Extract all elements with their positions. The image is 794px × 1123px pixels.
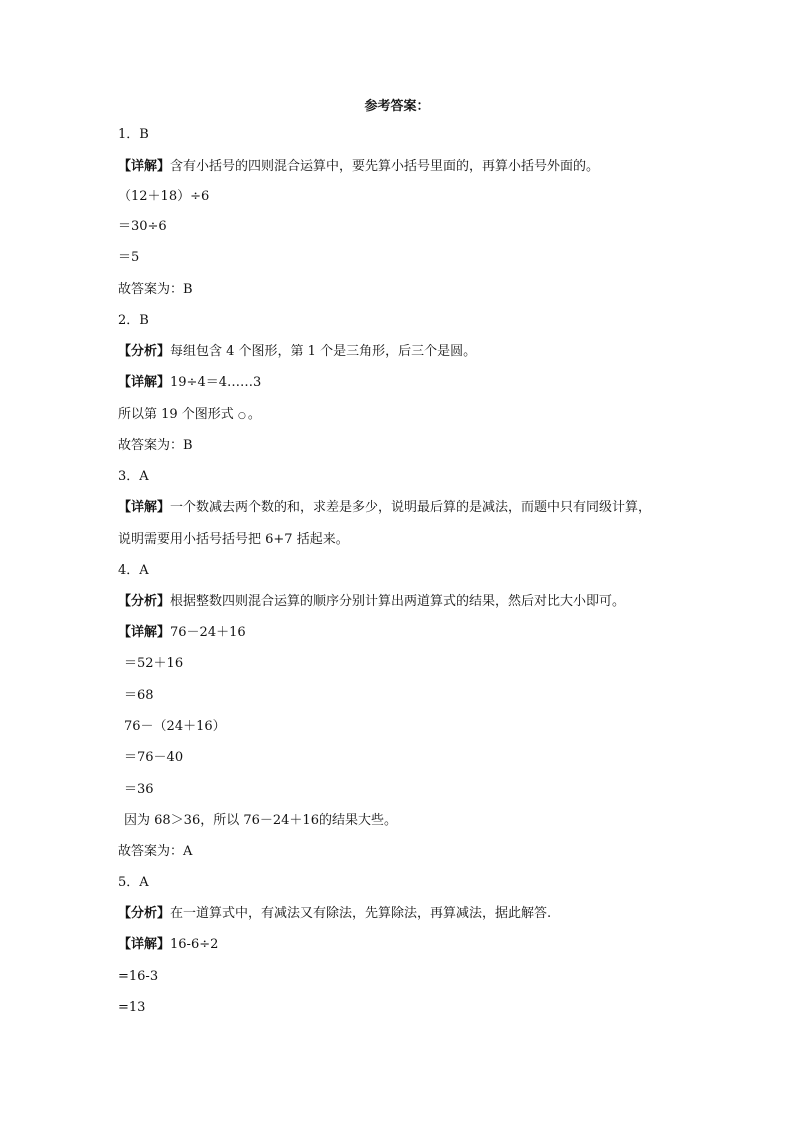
detail-label: 【详解】 (118, 625, 171, 640)
q4-analysis (118, 592, 625, 612)
q5-calc-1: =16-3 (118, 969, 159, 984)
q4-answer: 4．A (118, 563, 149, 578)
q1-calc-2: ＝30÷6 (118, 219, 167, 234)
circle-icon: ○ (237, 411, 246, 421)
q4-comparison: 因为 68＞36，所以 76－24＋16的结果大些。 (124, 813, 397, 828)
detail-label: 【详解】 (118, 937, 171, 952)
q2-final-answer: 故答案为：B (118, 438, 193, 453)
q2-detail (118, 373, 261, 393)
q3-detail-continued: 说明需要用小括号括号把 6+7 括起来。 (118, 532, 349, 547)
detail-text: 含有小括号的四则混合运算中，要先算小括号里面的，再算小括号外面的。 (170, 159, 600, 174)
detail-text: 19÷4＝4……3 (170, 375, 262, 390)
detail-label: 【详解】 (118, 159, 171, 174)
q5-calc-2: =13 (118, 1000, 146, 1015)
q4-calc-2: ＝68 (124, 688, 154, 703)
q4-detail (118, 623, 246, 643)
conclusion-text: 所以第 19 个图形式 (118, 407, 238, 422)
q4-calc-4: ＝76－40 (124, 750, 184, 765)
q1-detail (118, 157, 599, 177)
analysis-label: 【分析】 (118, 906, 171, 921)
q5-detail (118, 935, 218, 955)
detail-text: 一个数减去两个数的和，求差是多少，说明最后算的是减法，而题中只有同级计算， (170, 500, 652, 515)
detail-text: 76－24＋16 (170, 625, 246, 640)
analysis-text: 在一道算式中，有减法又有除法，先算除法，再算减法，据此解答. (170, 906, 552, 921)
q1-answer: 1．B (118, 127, 149, 142)
q4-final-answer: 故答案为：A (118, 844, 193, 859)
page-title: 参考答案： (364, 99, 430, 114)
analysis-text: 每组包含 4 个图形，第 1 个是三角形，后三个是圆。 (170, 344, 477, 359)
analysis-text: 根据整数四则混合运算的顺序分别计算出两道算式的结果，然后对比大小即可。 (170, 594, 626, 609)
q2-conclusion (118, 405, 261, 426)
detail-label: 【详解】 (118, 500, 171, 515)
q5-answer: 5．A (118, 875, 149, 890)
q3-detail (118, 498, 651, 518)
period: 。 (247, 407, 261, 422)
analysis-label: 【分析】 (118, 594, 171, 609)
q1-calc-3: ＝5 (118, 250, 140, 265)
q2-answer: 2．B (118, 313, 149, 328)
analysis-label: 【分析】 (118, 344, 171, 359)
q5-analysis (118, 904, 551, 924)
q2-analysis (118, 342, 476, 362)
q1-final-answer: 故答案为：B (118, 282, 193, 297)
q4-calc-3: 76－（24＋16） (124, 719, 226, 734)
q1-calc-1: （12＋18）÷6 (118, 189, 210, 204)
q4-calc-5: ＝36 (124, 782, 154, 797)
q3-answer: 3．A (118, 469, 149, 484)
detail-label: 【详解】 (118, 375, 171, 390)
detail-text: 16-6÷2 (170, 937, 219, 952)
q4-calc-1: ＝52＋16 (124, 656, 184, 671)
